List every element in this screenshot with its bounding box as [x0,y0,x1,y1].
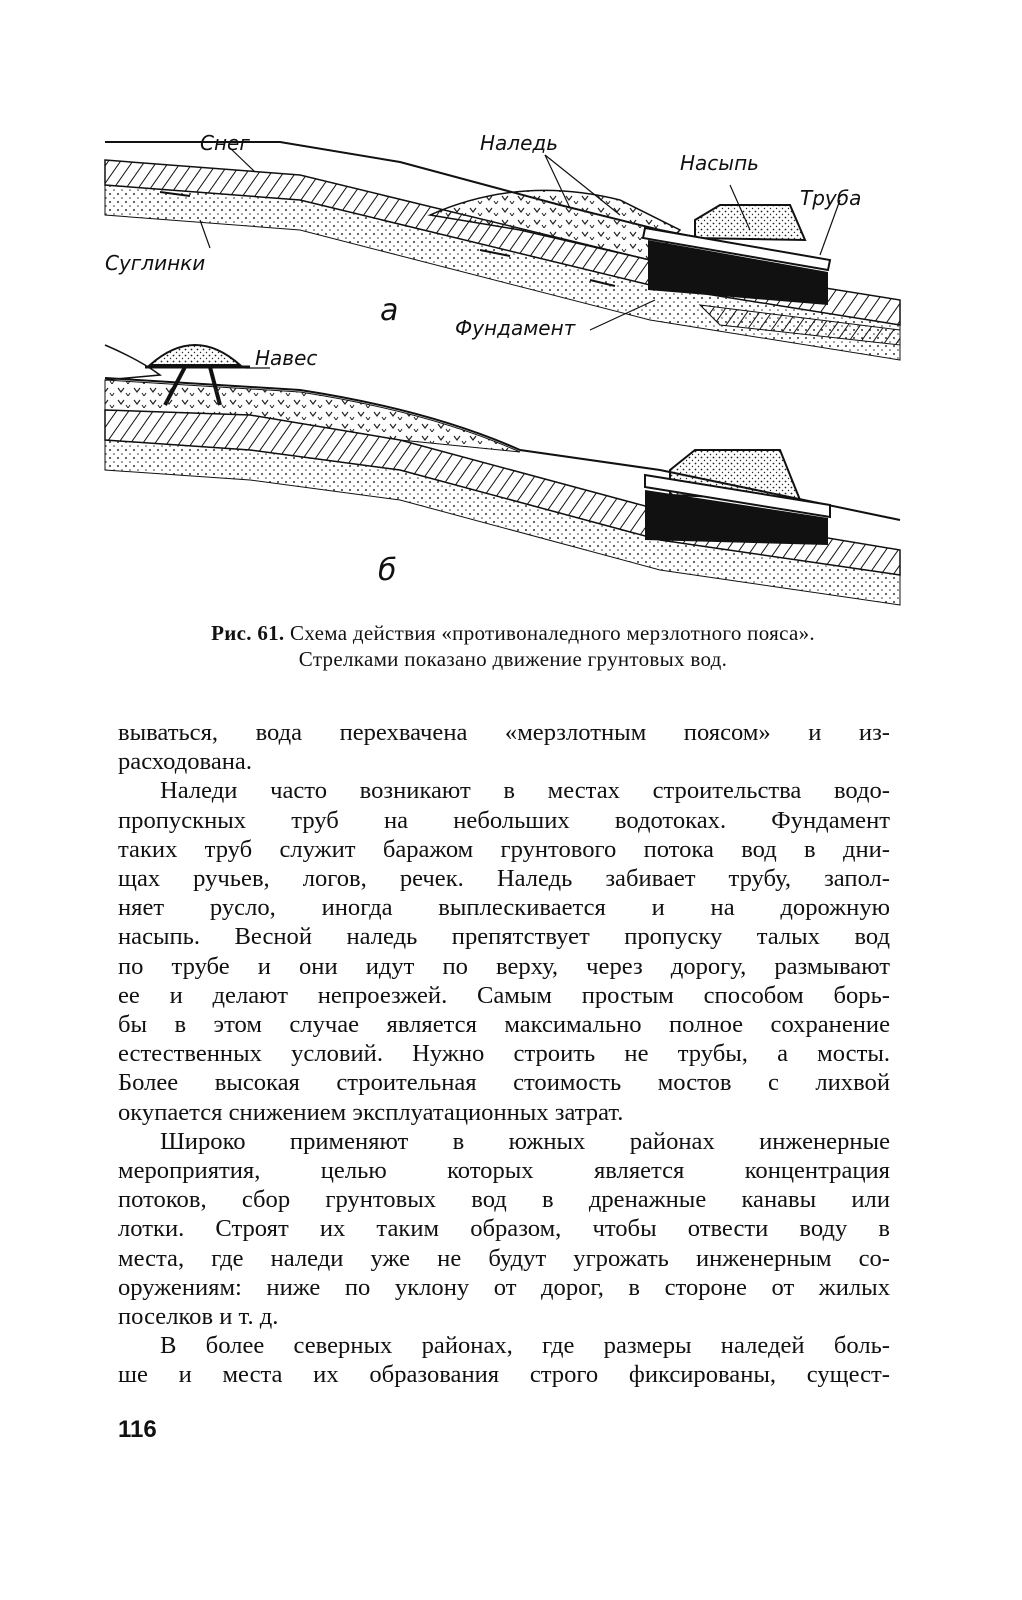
text-line: места, где наледи уже не будут угрожать инженерным со- [118,1244,890,1272]
label-canopy: Навес [255,346,318,370]
panel-a-letter: а [380,293,399,328]
text-line: бы в этом случае является максимально полное сохранение [118,1011,890,1039]
text-line: расходована. [118,748,252,776]
figure-61 [100,120,910,620]
text-line: окупается снижением эксплуатационных затрат. [118,1098,624,1126]
frost-belt-diagram [100,120,910,620]
caption-prefix: Рис. 61. [211,621,285,645]
text-line: по трубе и они идут по верху, через дорогу, размывают [118,952,890,980]
text-line: В более северных районах, где размеры наледей боль- [160,1332,890,1360]
text-line: щах ручьев, логов, речек. Наледь забивает трубу, запол- [118,865,890,893]
label-foundation: Фундамент [455,316,576,340]
caption-line-2: Стрелками показано движение грунтовых вод. [298,647,728,671]
text-line: Наледи часто возникают в местах строительства водо- [160,777,890,805]
text-line: Широко применяют в южных районах инженерные [160,1127,890,1155]
label-pipe: Труба [800,186,862,210]
label-icing: Наледь [480,131,558,155]
text-line: таких труб служит баражом грунтового потока вод в дни- [118,835,890,863]
text-line: пропускных труб на небольших водотоках. Фундамент [118,806,890,834]
text-line: вываться, вода перехвачена «мерзлотным поясом» и из- [118,719,890,746]
caption-line-1: Схема действия «противоналедного мерзлотного пояса». [290,621,815,645]
text-line: лотки. Строят их таким образом, чтобы отвести воду в [118,1215,890,1243]
text-line: оружениям: ниже по уклону от дорог, в стороне от жилых [118,1273,890,1301]
figure-caption [118,620,908,672]
text-line: ше и места их образования строго фиксированы, сущест- [118,1361,890,1389]
text-line: поселков и т. д. [118,1303,279,1331]
text-line: няет русло, иногда выплескивается и на дорожную [118,894,890,922]
text-line: Более высокая строительная стоимость мостов с лихвой [118,1069,890,1097]
text-line: естественных условий. Нужно строить не трубы, а мосты. [118,1040,890,1068]
text-line: ее и делают непроезжей. Самым простым способом борь- [118,981,890,1009]
label-snow: Снег [200,131,250,155]
page-number: 116 [118,1416,157,1443]
text-line: потоков, сбор грунтовых вод в дренажные канавы или [118,1186,890,1214]
text-line: мероприятия, целью которых является концентрация [118,1157,890,1185]
body-text [118,718,890,1390]
label-embankment: Насыпь [680,151,759,175]
panel-b-letter: б [378,553,397,588]
panel-b-diagram [105,345,900,605]
text-line: насыпь. Весной наледь препятствует пропуску талых вод [118,923,890,951]
label-loam: Суглинки [105,251,206,275]
